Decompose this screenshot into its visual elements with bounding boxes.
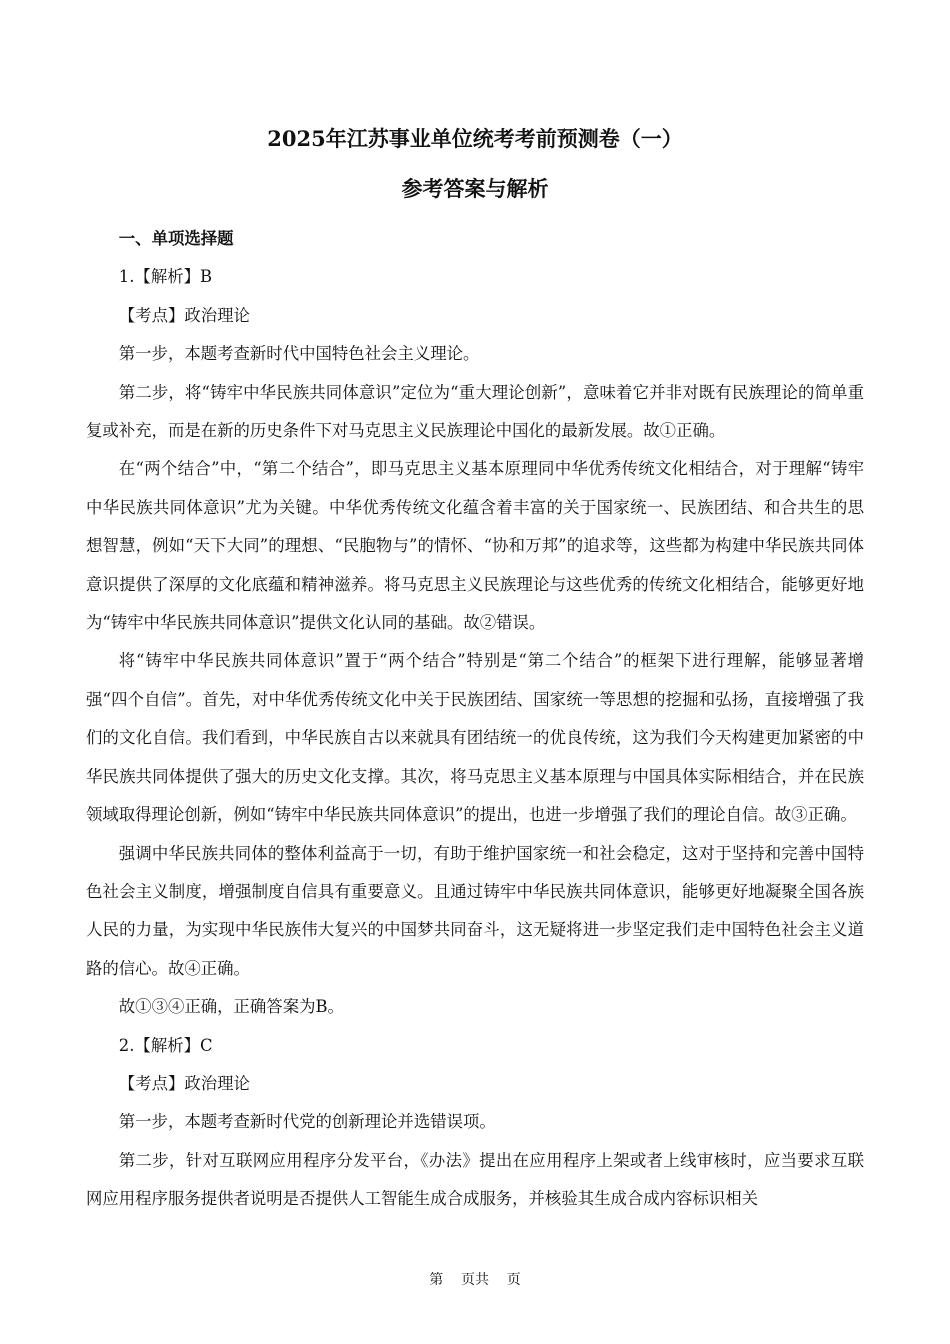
q2-answer: 2.【解析】C <box>118 1035 213 1055</box>
q1-answer: 1.【解析】B <box>118 267 213 287</box>
q1-step-one: 第一步，本题考查新时代中国特色社会主义理论。 <box>118 344 480 364</box>
q2-topic: 【考点】政治理论 <box>118 1073 250 1093</box>
q1-conclusion: 故①③④正确，正确答案为B。 <box>118 997 344 1017</box>
q1-paragraph: 在“两个结合”中，“第二个结合”，即马克思主义基本原理同中华优秀传统文化相结合，对于理解“铸牢中华民族共同体意识”尤为关键。中华优秀传统文化蕴含着丰富的关于国家统一、民族团结、和合共生的思想智慧，例如“天下大同”的理想、“民胞物与”的情怀、“协和万邦”的追求等，这些都为构建中华民族共同体意识提供了深厚的文化底蕴和精神滋养。将马克思主义民族理论与这些优秀的传统文化相结合，能够更好地为“铸牢中华民族共同体意识”提供文化认同的基础。故②错误。 <box>86 459 864 633</box>
q1-step-two: 第二步，将“铸牢中华民族共同体意识”定位为“重大理论创新”，意味着它并非对既有民族理论的简单重复或补充，而是在新的历史条件下对马克思主义民族理论中国化的最新发展。故①正确。 <box>86 382 864 441</box>
document-title: 2025年江苏事业单位统考考前预测卷（一） <box>267 126 683 151</box>
q1-paragraph: 将“铸牢中华民族共同体意识”置于“两个结合”特别是“第二个结合”的框架下进行理解，能够显著增强“四个自信”。首先，对中华优秀传统文化中关于民族团结、国家统一等思想的挖掘和弘扬，直接增强了我们的文化自信。我们看到，中华民族自古以来就具有团结统一的优良传统，这为我们今天构建更加紧密的中华民族共同体提供了强大的历史文化支撑。其次，将马克思主义基本原理与中国具体实际相结合，并在民族领域取得理论创新，例如“铸牢中华民族共同体意识”的提出，也进一步增强了我们的理论自信。故③正确。 <box>86 651 864 825</box>
q1-topic: 【考点】政治理论 <box>118 305 250 325</box>
section-heading: 一、单项选择题 <box>118 229 234 248</box>
q2-step-two: 第二步，针对互联网应用程序分发平台，《办法》提出在应用程序上架或者上线审核时，应当要求互联网应用程序服务提供者说明是否提供人工智能生成合成服务，并核验其生成合成内容标识相关 <box>86 1150 864 1209</box>
document-subtitle: 参考答案与解析 <box>401 176 549 201</box>
q1-paragraph: 强调中华民族共同体的整体利益高于一切，有助于维护国家统一和社会稳定，这对于坚持和完善中国特色社会主义制度，增强制度自信具有重要意义。且通过铸牢中华民族共同体意识，能够更好地凝聚全国各族人民的力量，为实现中华民族伟大复兴的中国梦共同奋斗，这无疑将进一步坚定我们走中国特色社会主义道路的信心。故④正确。 <box>86 843 864 978</box>
q2-step-one: 第一步，本题考查新时代党的创新理论并选错误项。 <box>118 1112 496 1132</box>
page-footer: 第 页共 页 <box>429 1272 521 1288</box>
document-body <box>86 220 864 1219</box>
